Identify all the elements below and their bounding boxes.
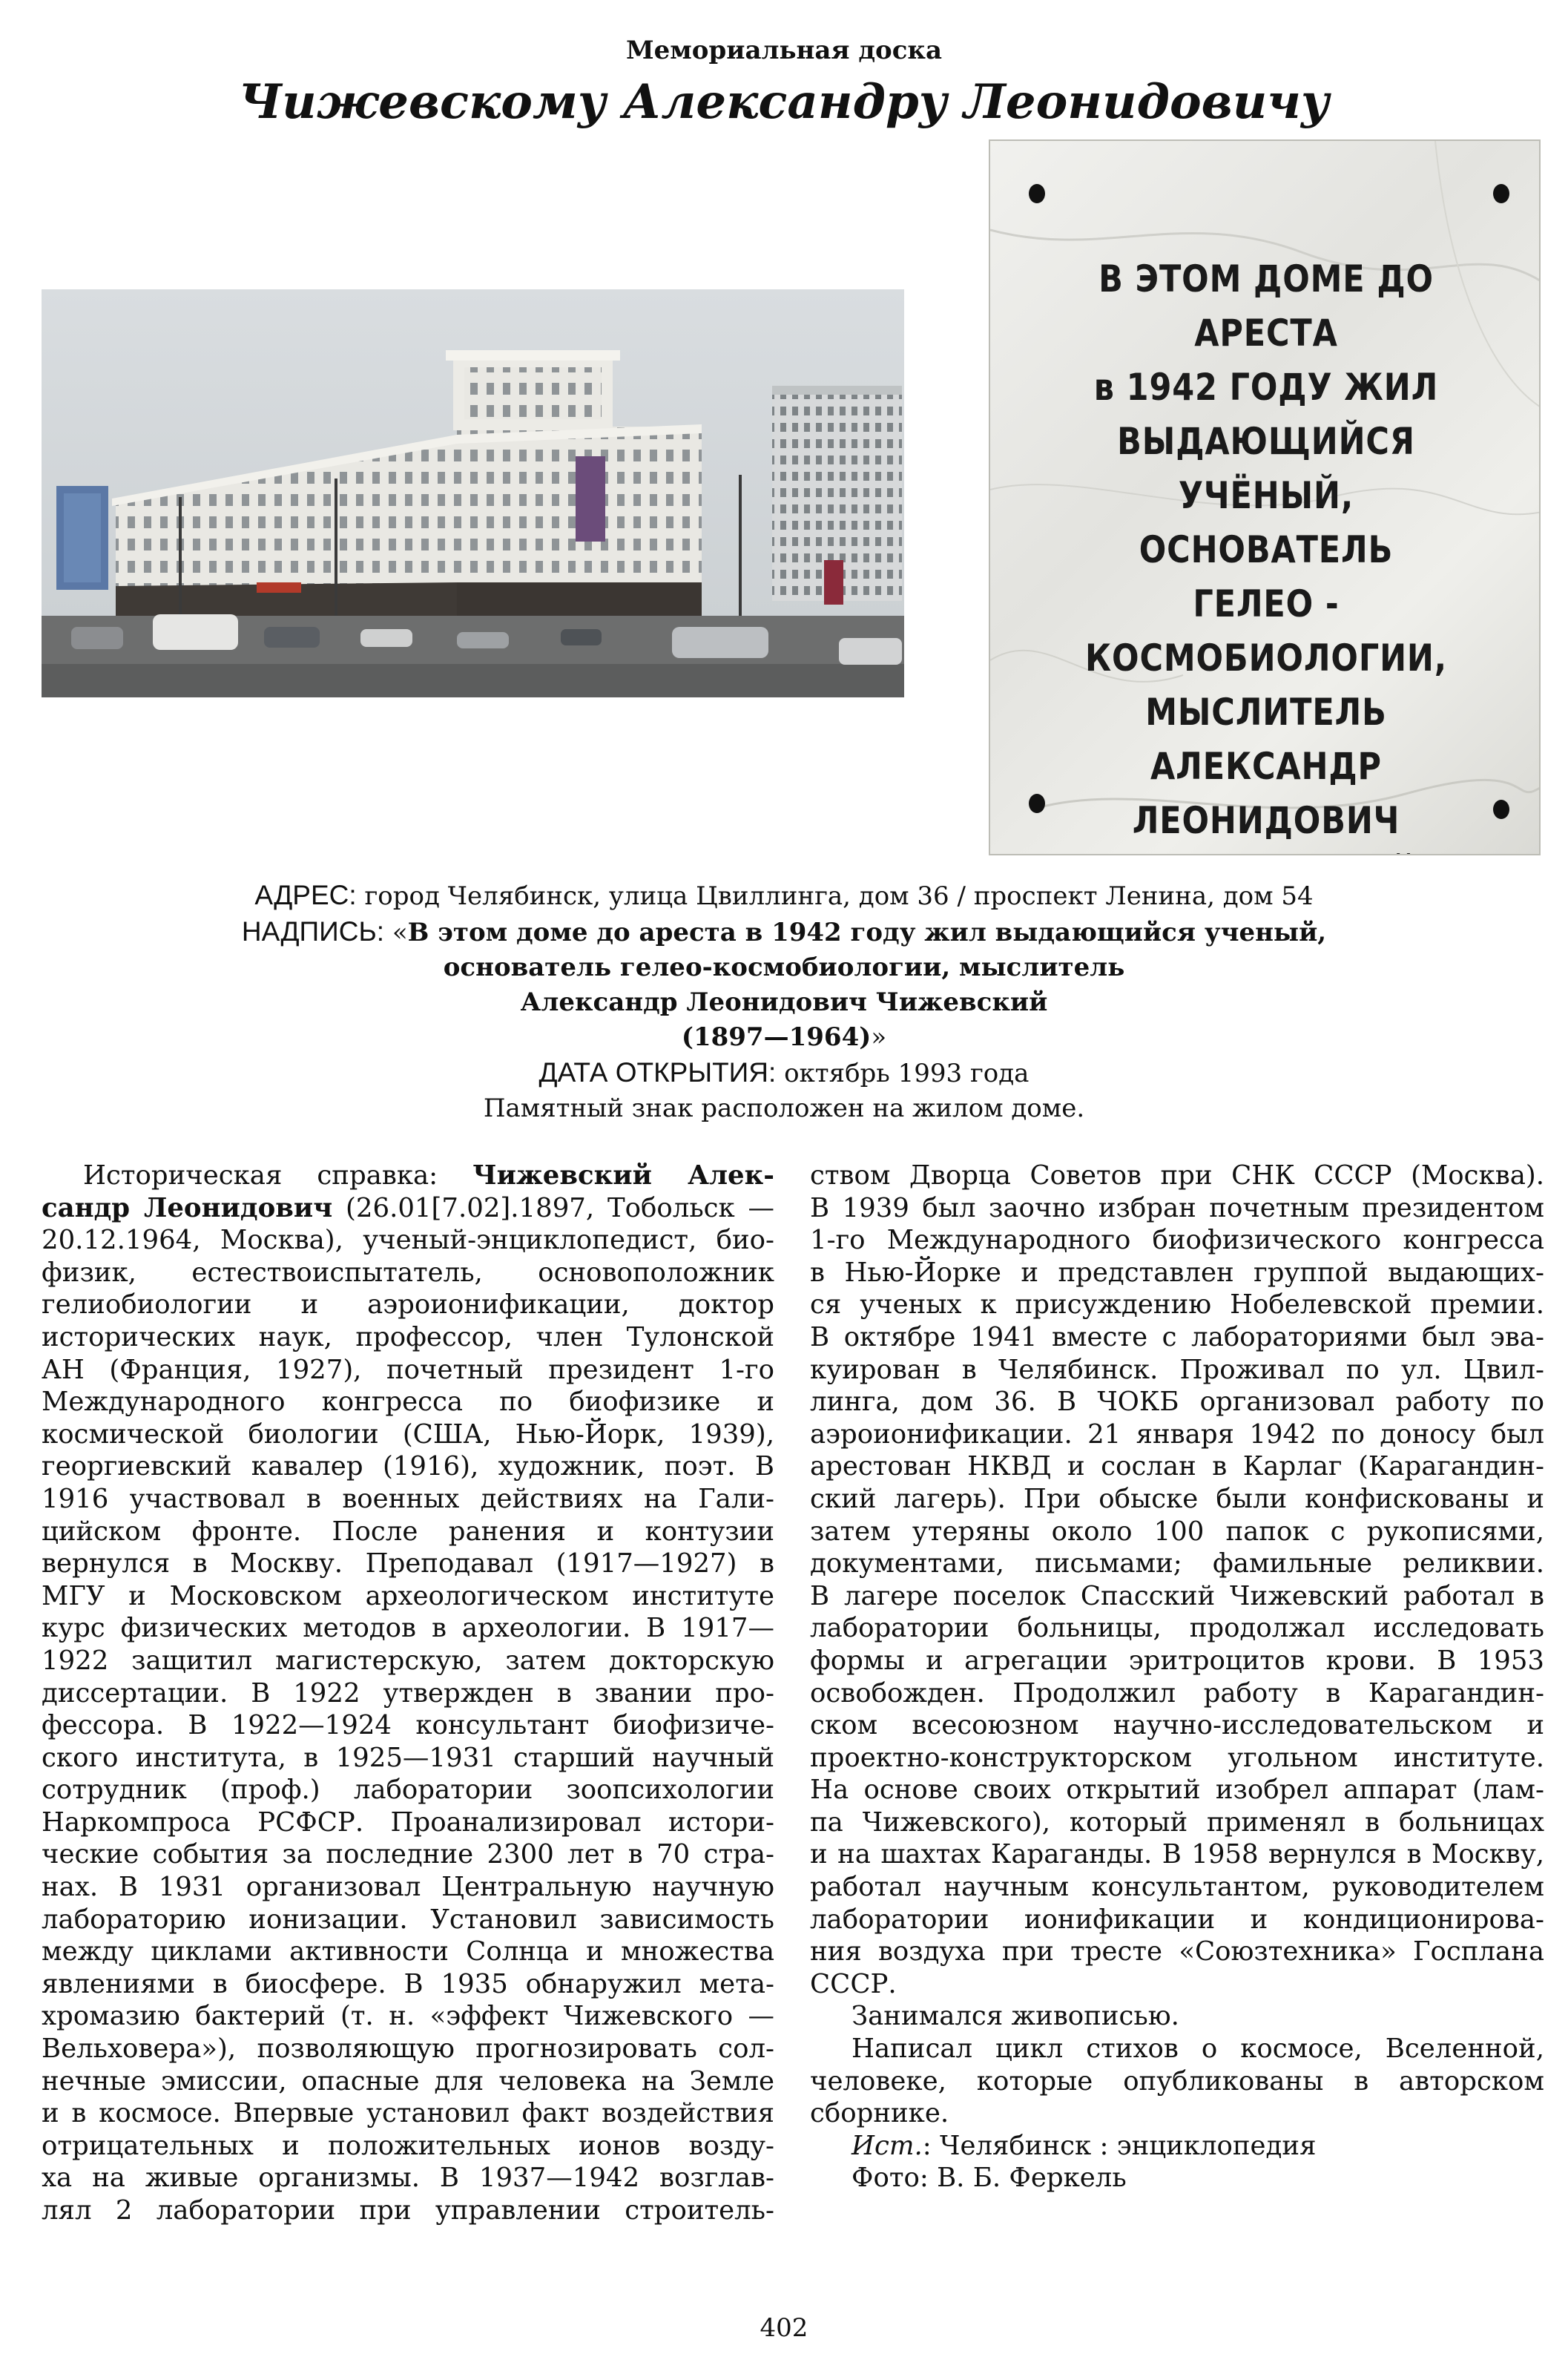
left-column xyxy=(42,1160,774,2227)
plaque-line: в 1942 ГОДУ ЖИЛ xyxy=(1093,366,1439,409)
text-line: ством Дворца Советов при СНК СССР (Москва). xyxy=(810,1160,1544,1191)
historical-note-label: Историческая справка: xyxy=(83,1160,473,1191)
text-line: фессора. В 1922—1924 консультант биофизиче- xyxy=(42,1710,774,1741)
text-line: Вельховера»), позволяющую прогнозировать сол- xyxy=(42,2034,774,2065)
text-line: Написал цикл стихов о космосе, Вселенной, xyxy=(851,2034,1544,2065)
date-label: ДАТА ОТКРЫТИЯ: xyxy=(538,1057,777,1088)
text-line: и на шахтах Караганды. В 1958 вернулся в Москву, xyxy=(810,1839,1544,1870)
plaque-line xyxy=(1024,848,1509,855)
right-column xyxy=(810,1160,1544,2194)
text-line: СССР. xyxy=(810,1968,897,1999)
text-line: вернулся в Москву. Преподавал (1917—1927) в xyxy=(42,1548,774,1579)
text-line: гелиобиологии и аэроионификации, доктор xyxy=(42,1289,774,1321)
text-line: формы и агрегации эритроцитов крови. В 1953 xyxy=(810,1645,1544,1676)
text-line: нах. В 1931 организовал Центральную научную xyxy=(42,1872,774,1903)
text-line: работал научным консультантом, руководителем xyxy=(810,1872,1544,1903)
text-line: линга, дом 36. В ЧОКБ организовал работу по xyxy=(810,1387,1544,1418)
inscription-text: В этом доме до ареста в 1942 году жил выдающийся ученый, xyxy=(407,918,1327,947)
plaque-line: В ЭТОМ ДОМЕ ДО АРЕСТА xyxy=(1098,257,1434,355)
page-number: 402 xyxy=(760,2313,808,2343)
text-line: ский лагерь). При обыске были конфискованы и xyxy=(810,1483,1544,1514)
inscription-close-quote: » xyxy=(871,1022,887,1052)
text-line: исторических наук, профессор, член Тулонской xyxy=(42,1321,774,1352)
text-line: хромазию бактерий (т. н. «эффект Чижевского — xyxy=(42,2001,774,2032)
text-line: 20.12.1964, Москва), ученый-энциклопедист, био- xyxy=(42,1225,774,1256)
text-line: сотрудник (проф.) лаборатории зоопсихологии xyxy=(42,1775,774,1806)
text-line: явлениями в биосфере. В 1935 обнаружил мета- xyxy=(42,1968,774,1999)
date-value: октябрь 1993 года xyxy=(776,1059,1030,1088)
source-value: : Челябинск : энциклопедия xyxy=(922,2130,1317,2161)
text-line: лабораторию ионизации. Установил зависимость xyxy=(42,1904,774,1935)
plaque-line: АЛЕКСАНДР ЛЕОНИДОВИЧ xyxy=(1132,745,1400,842)
photo-credit: Фото: В. Б. Феркель xyxy=(851,2163,1127,2194)
text-line: человеке, которые опубликованы в авторском xyxy=(810,2065,1544,2097)
text-line: затем утеряны около 100 папок с рукописями, xyxy=(810,1516,1544,1547)
text-line: На основе своих открытий изобрел аппарат (лам- xyxy=(810,1775,1544,1806)
text-line: космической биологии (США, Нью-Йорк, 1939), xyxy=(42,1418,774,1450)
plaque-line: МЫСЛИТЕЛЬ xyxy=(1145,691,1387,734)
plaque-line: ВЫДАЮЩИЙСЯ УЧЁНЫЙ, xyxy=(1117,420,1415,517)
location-note: Памятный знак расположен на жилом доме. xyxy=(483,1094,1085,1123)
text-line: нечные эмиссии, опасные для человека на Земле xyxy=(42,2065,774,2097)
text-line: цийском фронте. После ранения и контузии xyxy=(42,1516,774,1547)
text-line: аэроионификации. 21 января 1942 по доносу был xyxy=(810,1418,1544,1450)
source-label: Ист. xyxy=(851,2130,923,2161)
text-line: лаборатории ионификации и кондиционирова- xyxy=(810,1904,1544,1935)
text-line: лял 2 лаборатории при управлении строитель- xyxy=(42,2195,774,2226)
text-line: сборнике. xyxy=(810,2098,949,2129)
text-line: АН (Франция, 1927), почетный президент 1-го xyxy=(42,1354,774,1385)
plaque-line: ОСНОВАТЕЛЬ xyxy=(1139,528,1394,571)
text-line: ческие события за последние 2300 лет в 70 стра- xyxy=(42,1839,774,1870)
inscription-line xyxy=(0,914,1568,950)
text-line: ся ученых к присуждению Нобелевской премии. xyxy=(810,1289,1544,1321)
plaque-inscription xyxy=(990,252,1541,855)
text-line: в Нью-Йорке и представлен группой выдающих- xyxy=(810,1257,1544,1288)
text-line: между циклами активности Солнца и множества xyxy=(42,1936,774,1967)
text-line: В октябре 1941 вместе с лабораториями был эва- xyxy=(810,1321,1544,1352)
plaque-bolt-top-left xyxy=(1029,184,1045,203)
text-line: Международного конгресса по биофизике и xyxy=(42,1387,774,1418)
paragraph-painting: Занимался живописью. xyxy=(851,2001,1179,2032)
date-line xyxy=(0,1055,1568,1091)
text-line: диссертации. В 1922 утвержден в звании про- xyxy=(42,1677,774,1709)
memorial-plaque-photo xyxy=(989,139,1541,855)
text-line: лаборатории больницы, продолжал исследовать xyxy=(810,1613,1544,1644)
text-line: освобожден. Продолжил работу в Карагандин- xyxy=(810,1677,1544,1709)
text-line: арестован НКВД и сослан в Карлаг (Карагандин- xyxy=(810,1451,1544,1482)
text-line: куирован в Челябинск. Проживал по ул. Цвил- xyxy=(810,1354,1544,1385)
subject-name: сандр Леонидович xyxy=(42,1192,333,1223)
text-line: ха на живые организмы. В 1937—1942 возглав- xyxy=(42,2163,774,2194)
text-line: и в космосе. Впервые установил факт воздействия xyxy=(42,2098,774,2129)
text-line: Наркомпроса РСФСР. Проанализировал истори- xyxy=(42,1806,774,1838)
text-line: документами, письмами; фамильные реликвии. xyxy=(810,1548,1544,1579)
text-line: ского института, в 1925—1931 старший научный xyxy=(42,1742,774,1773)
text-line: георгиевский кавалер (1916), художник, поэт. В xyxy=(42,1451,774,1482)
text-line: отрицательных и положительных ионов возду- xyxy=(42,2130,774,2161)
text-line: ния воздуха при тресте «Союзтехника» Госплана xyxy=(810,1936,1544,1967)
text-line: физик, естествоиспытатель, основоположник xyxy=(42,1257,774,1288)
address-line xyxy=(0,878,1568,914)
text-line: (26.01[7.02].1897, Тобольск — xyxy=(332,1192,775,1223)
building-photo xyxy=(42,289,904,697)
text-line: ском всесоюзном научно-исследовательском и xyxy=(810,1710,1544,1741)
source-line xyxy=(810,2130,1544,2163)
address-value: город Челябинск, улица Цвиллинга, дом 36 / проспект Ленина, дом 54 xyxy=(356,881,1314,911)
plaque-line: ГЕЛЕО - КОСМОБИОЛОГИИ, xyxy=(1085,582,1447,680)
text-line: В 1939 был заочно избран почетным президентом xyxy=(810,1192,1544,1223)
inscription-open-quote: « xyxy=(384,918,408,947)
plaque-info xyxy=(0,878,1568,1126)
text-line: 1916 участвовал в военных действиях на Гали- xyxy=(42,1483,774,1514)
inscription-label: НАДПИСЬ: xyxy=(241,916,385,947)
address-label: АДРЕС: xyxy=(254,880,357,910)
inscription-text: основатель гелео-космобиологии, мыслитель xyxy=(443,953,1125,982)
text-line: па Чижевского), который применял в больницах xyxy=(810,1806,1544,1838)
text-line: В лагере поселок Спасский Чижевский работал в xyxy=(810,1580,1544,1611)
text-line: 1-го Международного биофизического конгресса xyxy=(810,1225,1544,1256)
plaque-bolt-top-right xyxy=(1493,184,1509,203)
subject-name: Чижевский Алек- xyxy=(472,1160,774,1191)
text-line: проектно-конструкторском угольном институте. xyxy=(810,1742,1544,1773)
inscription-text: Александр Леонидович Чижевский xyxy=(520,987,1048,1017)
text-line: курс физических методов в археологии. В 1917— xyxy=(42,1613,774,1644)
text-line: МГУ и Московском археологическом институте xyxy=(42,1580,774,1611)
inscription-text: (1897—1964) xyxy=(681,1022,872,1052)
document-kicker: Мемориальная доска xyxy=(625,36,943,65)
text-line: 1922 защитил магистерскую, затем докторскую xyxy=(42,1645,774,1676)
document-title: Чижевскому Александру Леонидовичу xyxy=(238,74,1330,130)
